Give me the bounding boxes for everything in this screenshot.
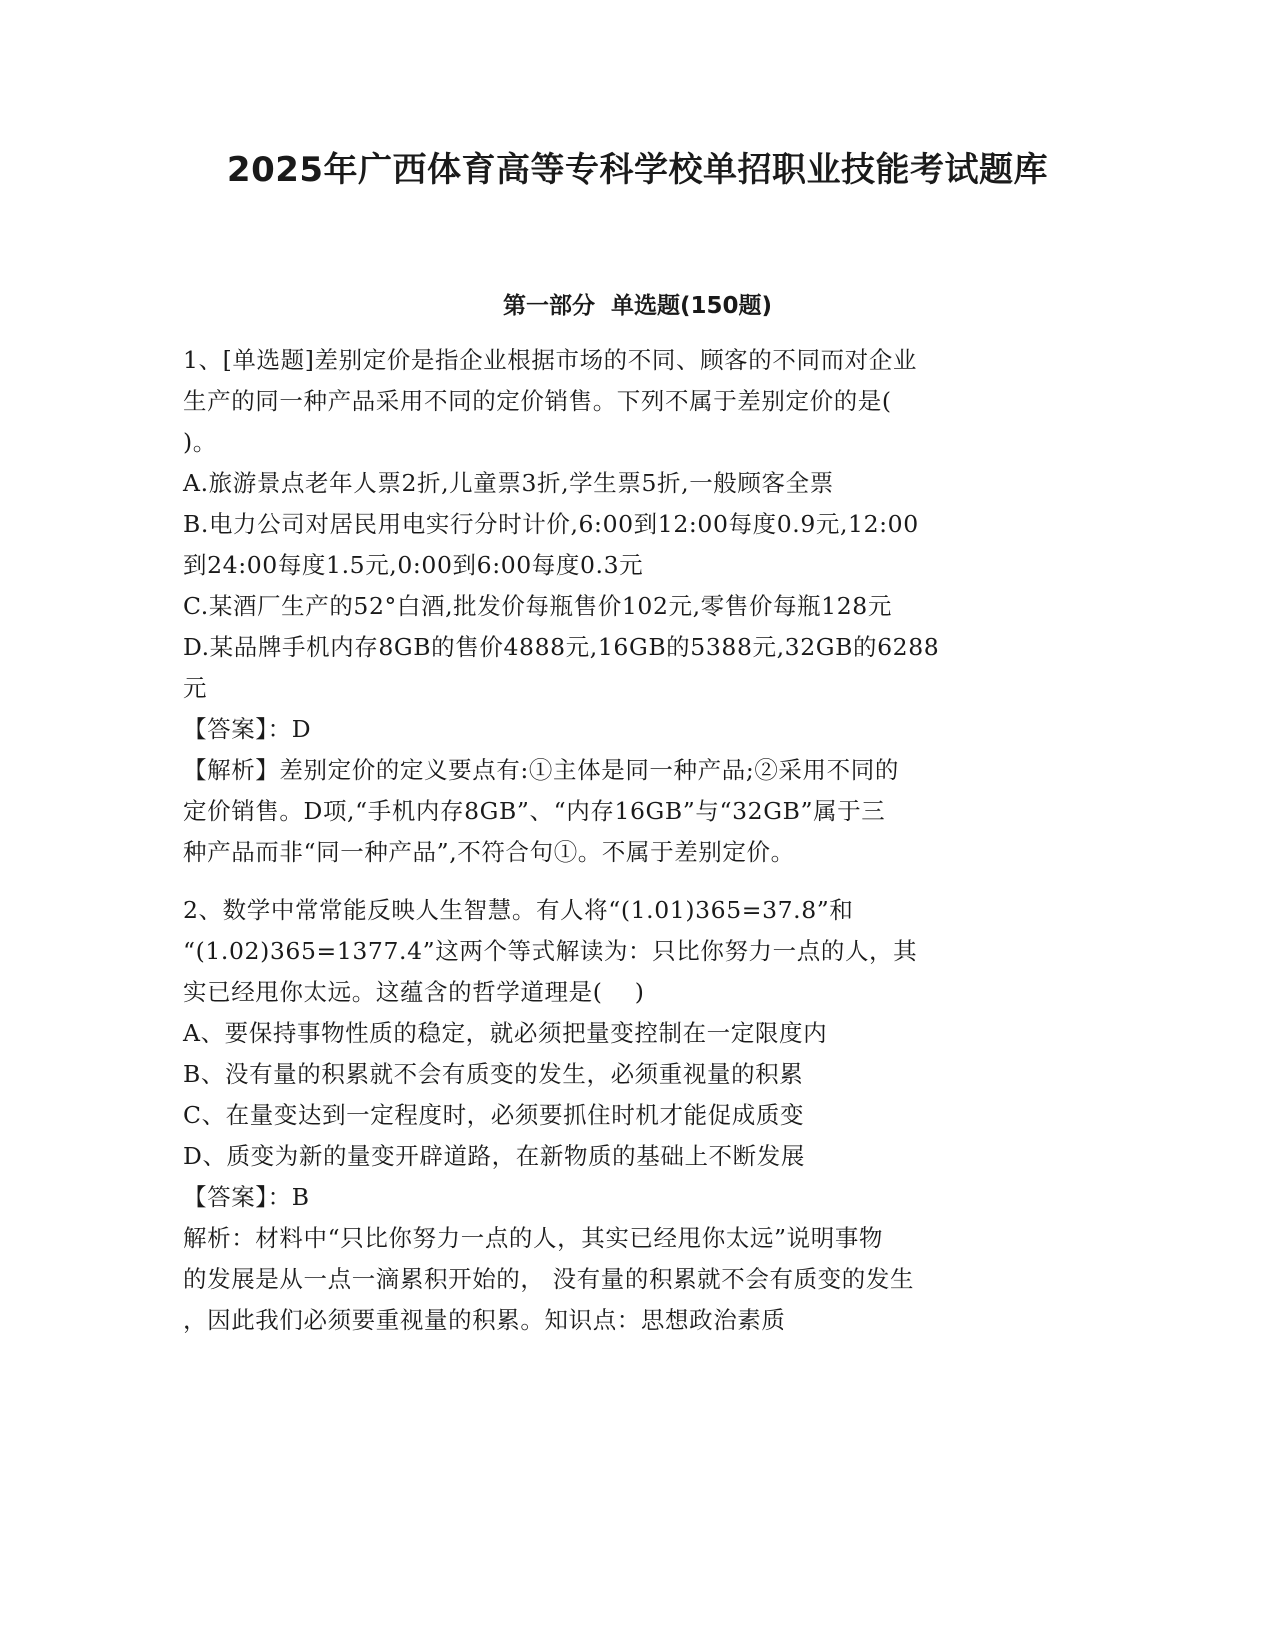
stem-line: 生产的同一种产品采用不同的定价销售。下列不属于差别定价的是( [183, 387, 892, 415]
analysis-line: 解析：材料中“只比你努力一点的人，其实已经甩你太远”说明事物 [183, 1224, 884, 1252]
question-gap [183, 873, 1083, 890]
question-stem [183, 890, 1083, 1013]
option-a: A、要保持事物性质的稳定，就必须把量变控制在一定限度内 [183, 1019, 828, 1047]
analysis [183, 750, 1083, 873]
section-title: 第一部分 单选题(150题) [502, 293, 773, 319]
question-1 [183, 340, 1083, 873]
question-options [183, 1013, 1083, 1177]
stem-line: “(1.02)365=1377.4”这两个等式解读为：只比你努力一点的人，其 [183, 937, 918, 965]
stem-line: 1、[单选题]差别定价是指企业根据市场的不同、顾客的不同而对企业 [183, 346, 917, 374]
analysis-line: 的发展是从一点一滴累积开始的， 没有量的积累就不会有质变的发生 [183, 1265, 915, 1293]
option-d-continued: 元 [183, 674, 208, 702]
analysis-line: 定价销售。D项,“手机内存8GB”、“内存16GB”与“32GB”属于三 [183, 797, 886, 825]
analysis-line: ，因此我们必须要重视量的积累。知识点：思想政治素质 [183, 1306, 786, 1334]
option-d: D、质变为新的量变开辟道路，在新物质的基础上不断发展 [183, 1142, 805, 1170]
analysis-line: 种产品而非“同一种产品”,不符合句①。不属于差别定价。 [183, 838, 795, 866]
document-title: 2025年广西体育高等专科学校单招职业技能考试题库 [226, 150, 1049, 190]
option-c: C.某酒厂生产的52°白酒,批发价每瓶售价102元,零售价每瓶128元 [183, 592, 892, 620]
option-b: B.电力公司对居民用电实行分时计价,6:00到12:00每度0.9元,12:00 [183, 510, 919, 538]
answer-line: 【答案】：D [183, 715, 312, 743]
option-d: D.某品牌手机内存8GB的售价4888元,16GB的5388元,32GB的6288 [183, 633, 940, 661]
answer-line: 【答案】：B [183, 1183, 310, 1211]
question-2 [183, 890, 1083, 1341]
question-list [183, 340, 1083, 1341]
option-a: A.旅游景点老年人票2折,儿童票3折,学生票5折,一般顾客全票 [183, 469, 834, 497]
analysis [183, 1218, 1083, 1341]
option-b: B、没有量的积累就不会有质变的发生，必须重视量的积累 [183, 1060, 804, 1088]
question-options [183, 463, 1083, 709]
stem-line: 2、数学中常常能反映人生智慧。有人将“(1.01)365=37.8”和 [183, 896, 854, 924]
option-c: C、在量变达到一定程度时，必须要抓住时机才能促成质变 [183, 1101, 805, 1129]
analysis-line: 【解析】差别定价的定义要点有:①主体是同一种产品;②采用不同的 [183, 756, 899, 784]
question-stem [183, 340, 1083, 463]
option-b-continued: 到24:00每度1.5元,0:00到6:00每度0.3元 [183, 551, 644, 579]
stem-line: )。 [183, 428, 217, 456]
stem-line: 实已经甩你太远。这蕴含的哲学道理是( ) [183, 978, 645, 1006]
